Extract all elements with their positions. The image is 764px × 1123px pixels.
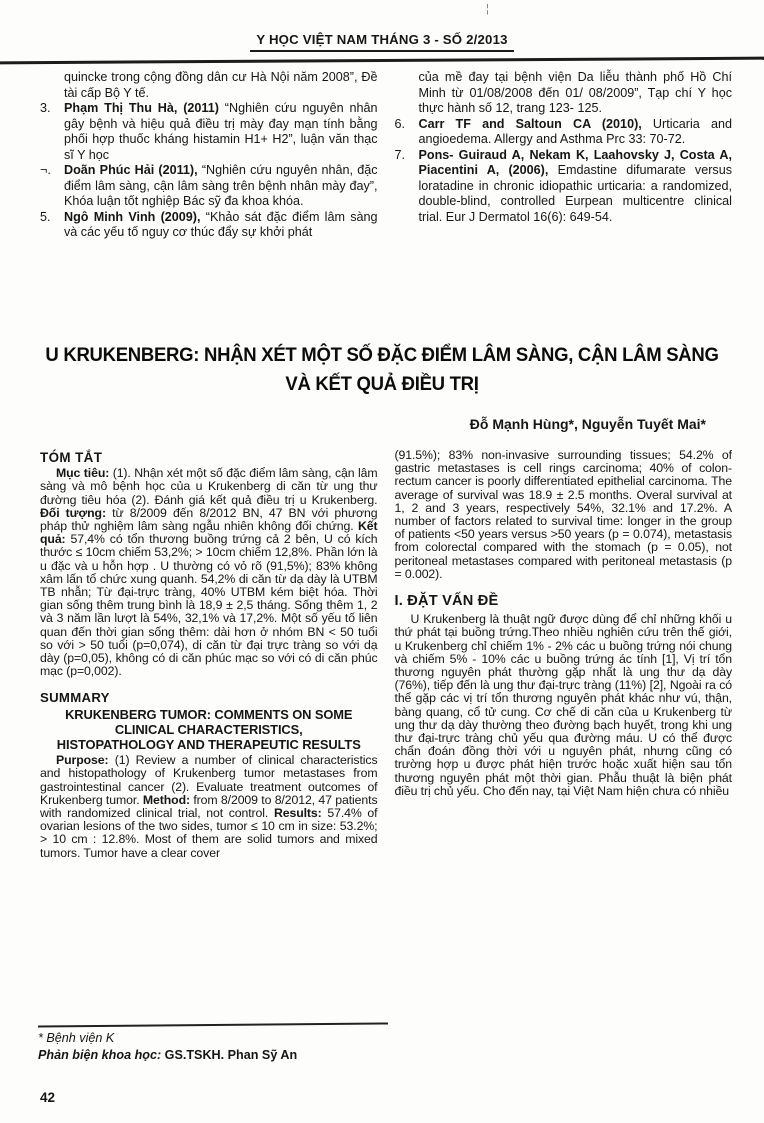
header-rule	[0, 57, 764, 65]
reference-text	[64, 101, 378, 163]
reference-number	[40, 70, 64, 101]
reference-item	[395, 148, 733, 226]
footnote-affiliation: * Bệnh viện K	[38, 1031, 115, 1045]
footnote-reviewer-line	[38, 1047, 388, 1064]
summary-subtitle-line-2: CLINICAL CHARACTERISTICS,	[114, 721, 303, 737]
references-section	[40, 70, 732, 241]
page-number: 42	[40, 1090, 56, 1105]
intro-heading: I. ĐẶT VẤN ĐỀ	[394, 593, 499, 610]
label-results: Results:	[273, 806, 328, 821]
reference-body: “Nghiên cứu nguyên nhân, đặc điểm lâm sàng, cận lâm sàng trên bệnh nhân mày đay”, Khóa luận tốt nghiệp Bác sỹ đa khoa khóa.	[64, 163, 378, 208]
reference-number	[395, 70, 419, 117]
label-doi-tuong: Đối tượng:	[40, 505, 113, 520]
references-left-column	[40, 70, 378, 241]
reference-number: 3.	[40, 101, 51, 115]
reference-body: “Nghiên cứu nguyên nhân gây bệnh và hiệu quả điều trị mày đay mạn tính bằng phối hợp thuốc kháng histamin H1+ H2”, luận văn thạc sĩ Y học	[64, 101, 378, 162]
reference-text	[419, 70, 733, 117]
article-title-line-2: VÀ KẾT QUẢ ĐIỀU TRỊ	[285, 373, 479, 395]
summary-text: from 8/2009 to 8/2012, 47 patients with randomized clinical trial, not control.	[40, 792, 378, 821]
article-title	[19, 341, 745, 399]
scan-artifact: ¦	[486, 3, 489, 15]
footnote-review-label: Phản biện khoa học:	[38, 1047, 165, 1062]
article-body	[40, 449, 732, 1021]
reference-body: Urticaria and angioedema. Allergy and Asthma Prc 33: 70-72.	[418, 116, 732, 146]
abstract-vi-paragraph	[40, 467, 378, 678]
reference-item	[40, 101, 378, 163]
reference-item	[395, 117, 733, 148]
reference-authors: Ngô Minh Vinh (2009),	[64, 209, 206, 224]
reference-body: quincke trong cộng đồng dân cư Hà Nội năm 2008”, Đề tài cấp Bộ Y tế.	[64, 70, 378, 100]
authors-line: Đỗ Mạnh Hùng*, Nguyễn Tuyết Mai*	[469, 416, 706, 432]
reference-item	[395, 70, 733, 117]
footnote	[38, 1024, 388, 1063]
label-muc-tieu: Mục tiêu:	[56, 466, 113, 481]
footnote-rule	[38, 1022, 388, 1027]
abstract-vi-text: (1). Nhận xét một số đặc điểm lâm sàng, cận lâm sàng và mô bệnh học của u Krukenberg di căn từ ung thư đường tiêu hóa (2). Đánh giá kết quả điều trị u Krukenberg.	[40, 466, 378, 507]
reference-body: “Khảo sát đặc điểm lâm sàng và các yếu tố nguy cơ thúc đẩy sự khởi phát	[64, 209, 378, 239]
journal-header	[0, 31, 764, 52]
reference-text	[419, 148, 733, 226]
reference-number: 7.	[394, 147, 406, 162]
reference-authors: Pons- Guiraud A, Nekam K, Laahovsky J, Costa A, Piacentini A, (2006),	[418, 147, 732, 177]
reference-text	[64, 70, 378, 101]
abstract-vi-heading: TÓM TẮT	[40, 450, 103, 465]
reference-text	[419, 117, 733, 148]
reference-item	[40, 210, 378, 241]
reference-text	[64, 210, 378, 241]
abstract-en-paragraph: (91.5%); 83% non-invasive surrounding tissues; 54.2% of gastric metastases is cell rings carcinoma; 40% of colon-rectum cancer is poorly differentiated epithelial carcinoma. The average of survival was 18.9 ± 2.5 months. Overal survival at 1, 2 and 3 years, respectively 54%, 32.1% and 17.2%. A number of factors related to survival time: longer in the group of patients <50 years versus >50 years (p = 0.074), metastasis from colorectal compared with the stomach (p = 0.05), not peritoneal metastases compared with peritoneal metastasis (p = 0.002).	[394, 449, 732, 581]
summary-heading: SUMMARY	[40, 690, 110, 706]
abstract-vi-text: từ 8/2009 đến 8/2012 BN, 47 BN với phương pháp thử nghiệm lâm sàng ngẫu nhiên không đối chứng.	[40, 505, 378, 534]
left-column	[40, 449, 378, 1021]
label-method: Method:	[142, 792, 194, 807]
right-column	[395, 449, 733, 1021]
reference-body: Emdastine difumarate versus loratadine in chronic idiopathic urticaria: a randomized, double-blind, controlled Eurpean multicentre clinical trial. Eur J Dermatol 16(6): 649-54.	[418, 163, 733, 224]
summary-text: (1) Review a number of clinical characteristics and histopathology of Krukenberg tumor metastases from gastrointestinal cancer (2). Evaluate treatment outcomes of Krukenberg tumor.	[40, 753, 378, 807]
summary-subtitle	[40, 707, 378, 753]
reference-number: 5.	[40, 209, 51, 224]
summary-subtitle-line-3: HISTOPATHOLOGY AND THERAPEUTIC RESULTS	[56, 737, 361, 753]
reference-authors: Phạm Thị Thu Hà, (2011)	[64, 101, 225, 115]
reference-authors: Carr TF and Saltoun CA (2010),	[418, 116, 653, 131]
label-ket-qua: Kết quả:	[40, 519, 378, 547]
summary-paragraph	[40, 754, 378, 860]
reference-item	[40, 163, 378, 210]
label-purpose: Purpose:	[56, 753, 115, 768]
reference-item	[40, 70, 378, 101]
reference-number: ¬.	[40, 163, 51, 177]
reference-number: 6.	[394, 116, 406, 131]
article-title-line-1: U KRUKENBERG: NHẬN XÉT MỘT SỐ ĐẶC ĐIỂM LÂM SÀNG, CẬN LÂM SÀNG	[45, 344, 719, 366]
journal-title: Y HỌC VIỆT NAM THÁNG 3 - SỐ 2/2013	[250, 32, 513, 52]
summary-text: 57.4% of ovarian lesions of the two sides, tumor ≤ 10 cm in size: 53.2%; > 10 cm : 12.8%. Most of them are solid tumors and mixed tumors. Tumor have a clear cover	[40, 806, 378, 860]
reference-authors: Doãn Phúc Hải (2011),	[64, 163, 202, 177]
summary-subtitle-line-1: KRUKENBERG TUMOR: COMMENTS ON SOME	[65, 706, 353, 722]
references-right-column	[395, 70, 733, 241]
reference-text	[64, 163, 378, 210]
reference-body: của mề đay tại bệnh viện Da liễu thành phố Hồ Chí Minh từ 01/08/2008 đến 01/ 08/2009”, Tạp chí Y học thực hành số 12, trang 123- 125.	[418, 70, 732, 115]
abstract-vi-text: 57,4% có tổn thương buồng trứng cả 2 bên, U có kích thước ≤ 10cm chiếm 53,2%; > 10cm chiếm 12,8%. Phần lớn là u đặc và u hỗn hợp . U thường có vỏ rõ (91,5%); 83% không xâm lấn tổ chức xung quanh. 54,2% di căn từ dạ dày là UTBM TB nhẫn; Từ đại-trực tràng, 40% UTBM kém biệt hóa. Thời gian sống thêm trung bình là 18,9 ± 2,5 tháng. Sống thêm 1, 2 và 3 năm lần lượt là 54%, 32,1% và 17,2%. Một số yếu tố liên quan đến thời gian sống thêm: dài hơn ở nhóm BN < 50 tuổi so với > 50 tuổi (p=0,074), di căn từ đại trực tràng so với dạ dày (p=0,05), không có di căn phúc mạc so với có di căn phúc mạc (p=0,002).	[40, 532, 378, 679]
footnote-reviewer-name: GS.TSKH. Phan Sỹ An	[164, 1047, 298, 1062]
intro-paragraph: U Krukenberg là thuật ngữ được dùng để chỉ những khối u thứ phát tại buồng trứng.Theo nhiều nghiên cứu trên thế giới, u Krukenberg chỉ chiếm 1% - 2% các u buồng trứng nói chung và chiếm 5% - 10% các u buồng trứng ác tính [1], Vị trí tổn thương nguyên phát thường gặp nhất là ung thư dạ dày (76%), tiếp đến là ung thư đại-trực tràng (11%) [2], Ngoài ra có thể gặp các vị trí tổn thương nguyên phát khác như vú, thận, bàng quang, cổ tử cung. Cơ chế di căn của u Krukenberg từ ung thư dạ dày thường theo đường bạch huyết, trong khi ung thư đại-trực tràng chủ yếu qua đường máu. U có thể được chẩn đoán đồng thời với u nguyên phát, nhưng cũng có trường hợp u được phát hiện trước hoặc xuất hiện sau tổn thương nguyên phát một thời gian. Phẫu thuật là biện phát điều trị chủ yếu. Cho đến nay, tại Việt Nam hiện chưa có nhiều	[394, 612, 732, 798]
